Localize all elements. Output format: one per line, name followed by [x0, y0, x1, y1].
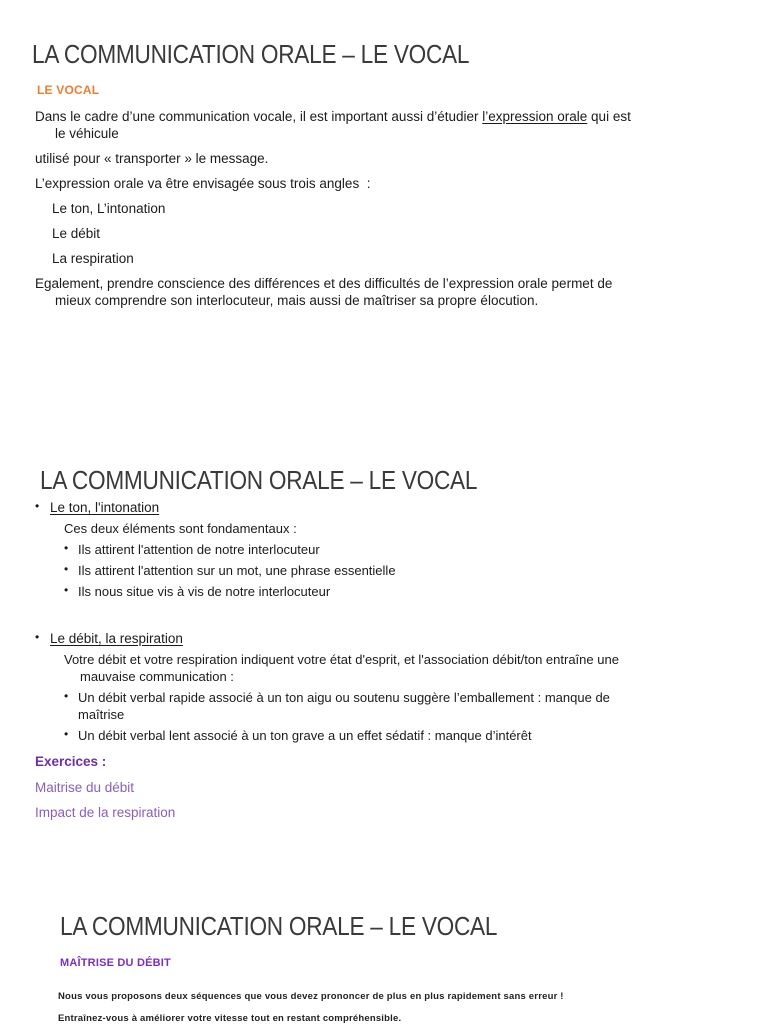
slide-2-title: LA COMMUNICATION ORALE – LE VOCAL — [40, 465, 478, 495]
list-item-ton: Le ton, L’intonation — [52, 201, 166, 216]
slide-1-subtitle: LE VOCAL — [37, 83, 100, 97]
link-impact-respiration[interactable]: Impact de la respiration — [35, 805, 176, 820]
exercises-label: Exercices : — [35, 754, 107, 769]
paragraph-text: Dans le cadre d’une communication vocale, il est important aussi d’étudier — [35, 109, 483, 124]
slide-3-title: LA COMMUNICATION ORALE – LE VOCAL — [60, 911, 498, 941]
paragraph-continuation: le véhicule — [55, 126, 119, 141]
paragraph-egalement — [0, 275, 768, 309]
bullet-heading-debit — [0, 630, 768, 647]
bullet-icon: • — [64, 541, 69, 555]
sub-bullet-line: Un débit verbal rapide associé à un ton aigu ou soutenu suggère l’emballement : manque de — [78, 690, 610, 705]
slide-2 — [0, 460, 768, 821]
link-maitrise-du-debit[interactable]: Maitrise du débit — [35, 779, 135, 795]
intro-line: Votre débit et votre respiration indiquent votre état d'esprit, et l'association débit/ton entraîne une — [64, 652, 619, 667]
bullet-icon: • — [64, 689, 69, 703]
intro-continuation: mauvaise communication : — [80, 669, 234, 684]
paragraph-vehicule — [0, 108, 768, 142]
bullet-heading-ton — [0, 499, 768, 516]
sub-bullet-item — [0, 562, 768, 579]
sub-bullet-item — [0, 541, 768, 558]
sub-bullet-text: Un débit verbal lent associé à un ton grave a un effet sédatif : manque d’intérêt — [78, 728, 532, 743]
list-item-respiration: La respiration — [52, 251, 134, 266]
sub-bullet-text: Ils attirent l'attention sur un mot, une phrase essentielle — [78, 563, 396, 578]
sub-bullet-text: Ils nous situe vis à vis de notre interlocuteur — [78, 584, 331, 599]
sub-bullet-text: Ils attirent l'attention de notre interlocuteur — [78, 542, 320, 557]
list-item-debit: Le débit — [52, 226, 101, 241]
paragraph-line: Egalement, prendre conscience des différences et des difficultés de l’expression orale permet de — [35, 276, 613, 291]
paragraph-entrainez: Entraînez-vous à améliorer votre vitesse tout en restant compréhensible. — [58, 1013, 402, 1024]
sub-bullet-item — [0, 583, 768, 600]
bullet-icon: • — [35, 630, 40, 644]
bullet-intro-ton: Ces deux éléments sont fondamentaux : — [64, 521, 297, 536]
sub-bullet-text — [78, 689, 768, 723]
bullet-heading-text: Le débit, la respiration — [50, 631, 183, 646]
bullet-icon: • — [64, 562, 69, 576]
slide-1-title: LA COMMUNICATION ORALE – LE VOCAL — [32, 39, 470, 69]
bullet-heading-text: Le ton, l'intonation — [50, 500, 160, 515]
bullet-icon: • — [35, 499, 40, 513]
slide-3-subtitle: MAÎTRISE DU DÉBIT — [60, 957, 171, 969]
sub-bullet-item — [0, 727, 768, 744]
paragraph-sequences: Nous vous proposons deux séquences que vous devez prononcer de plus en plus rapidement sans erreur ! — [58, 991, 564, 1002]
paragraph-text: qui est — [587, 109, 631, 124]
underlined-text: l’expression orale — [482, 109, 588, 124]
paragraph-transporter: utilisé pour « transporter » le message. — [35, 151, 269, 166]
bullet-icon: • — [64, 583, 69, 597]
slide-1 — [0, 40, 768, 309]
sub-bullet-continuation: maîtrise — [78, 707, 125, 722]
paragraph-trois-angles: L’expression orale va être envisagée sous trois angles : — [35, 176, 371, 191]
bullet-icon: • — [64, 727, 69, 741]
sub-bullet-item — [0, 689, 768, 723]
slide-3 — [0, 905, 768, 1024]
bullet-intro-debit — [0, 651, 768, 685]
paragraph-continuation: mieux comprendre son interlocuteur, mais aussi de maîtriser sa propre élocution. — [55, 293, 539, 308]
